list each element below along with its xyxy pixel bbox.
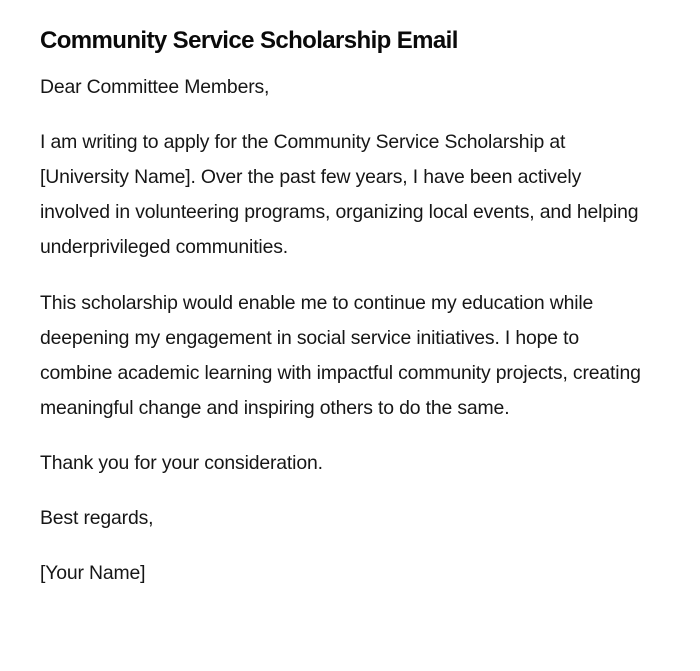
body-paragraph-thanks: Thank you for your consideration.	[40, 452, 323, 474]
body-paragraph-purpose: This scholarship would enable me to continue my education while deepening my engagement in social service initiatives. I hope to combine academic learning with impactful community projects, creating meaningful change and inspiring others to do the same.	[40, 292, 641, 419]
greeting: Dear Committee Members,	[40, 76, 270, 98]
closing: Best regards,	[40, 507, 154, 529]
body-paragraph-intro: I am writing to apply for the Community Service Scholarship at [University Name]. Over the past few years, I have been actively involved in volunteering programs, organizing local events, and helping underprivileged communities.	[40, 131, 639, 258]
signature: [Your Name]	[40, 562, 146, 584]
document-title: Community Service Scholarship Email	[40, 27, 458, 54]
